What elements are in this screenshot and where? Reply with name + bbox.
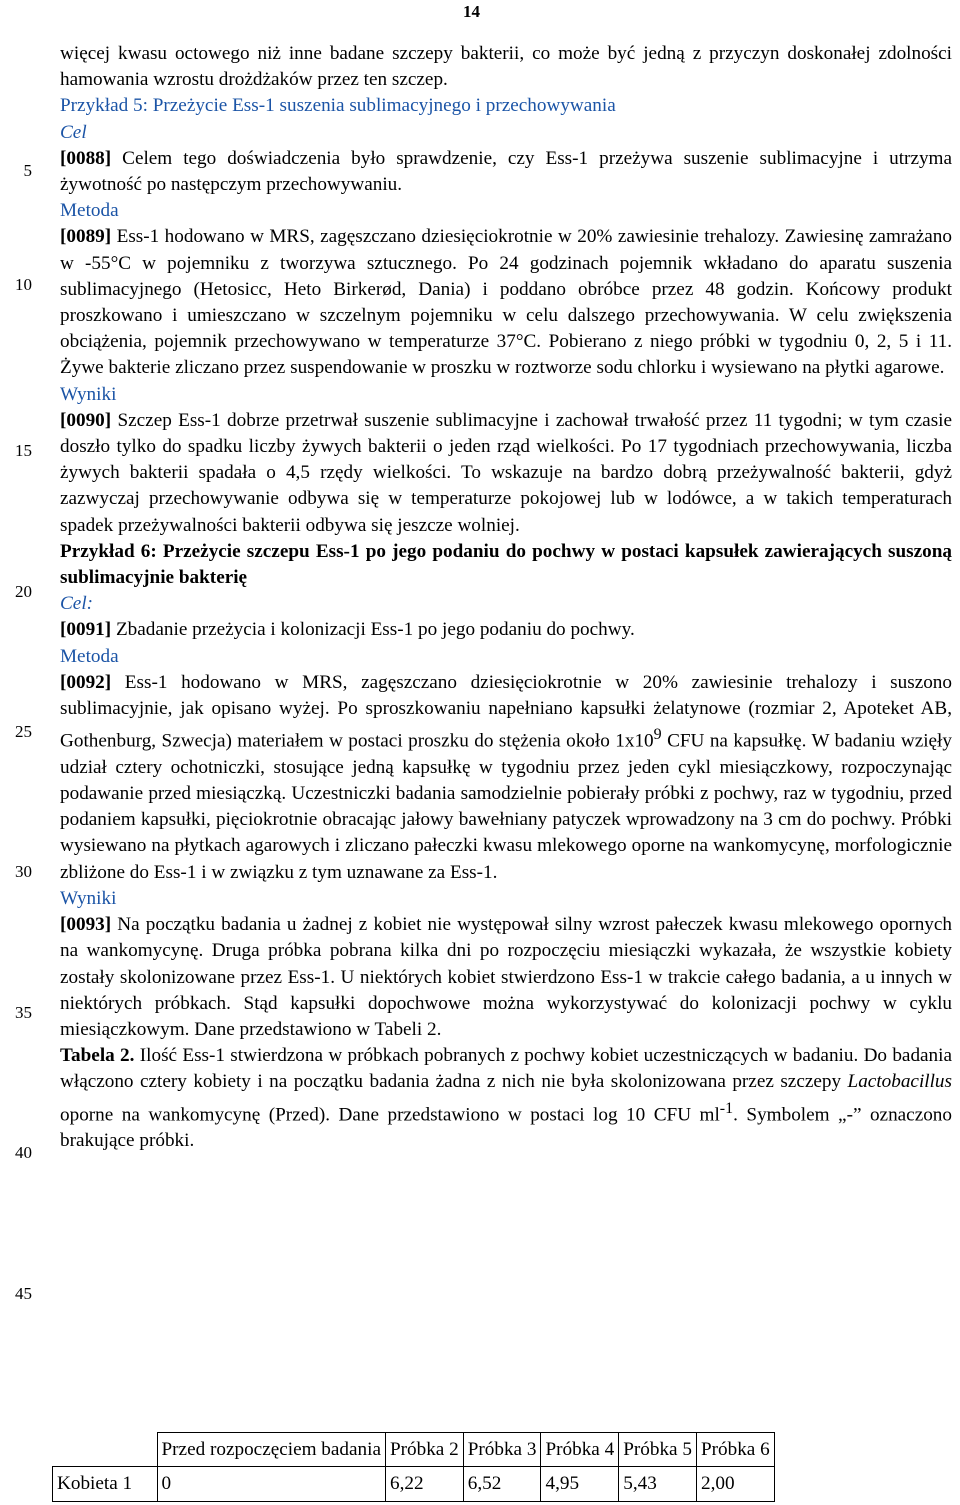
example-5-title: Przykład 5: Przeżycie Ess-1 suszenia sublimacyjnego i przechowywania: [60, 95, 616, 117]
paragraph-0093: [60, 912, 952, 1043]
section-heading-wyniki: Wyniki: [60, 887, 117, 909]
table-header-cell: Próbka 3: [463, 1433, 541, 1467]
paragraph-text: Ess-1 hodowano w MRS, zagęszczano dziesięciokrotnie w 20% zawiesinie trehalozy i suszono sublimacyjnie, jak opisano wyżej. Po sproszkowaniu napełniano kapsułki żelatynowe (rozmiar 2, Apoteket AB, Gothenburg, Szwecja) materiałem w postaci proszku do stężenia około 1x10: [60, 671, 952, 752]
table-caption-label: Tabela 2.: [60, 1045, 135, 1067]
paragraph-id: [0091]: [60, 619, 112, 641]
line-number: 15: [15, 441, 32, 460]
table-cell: 2,00: [696, 1467, 774, 1502]
paragraph-id: [0089]: [60, 226, 112, 248]
page-number: 14: [463, 2, 480, 21]
paragraph-text: Ess-1 hodowano w MRS, zagęszczano dziesięciokrotnie w 20% zawiesinie trehalozy. Zawiesinę zamrażano w -55°C w pojemniku z tworzywa sztucznego. Po 24 godzinach pojemnik wkładano do aparatu suszenia sublimacyjnego (Hetosicc, Heto Birkerød, Dania) i poddano obróbce przez 48 godzin. Końcowy produkt proszkowano i umieszczano w szczelnym pojemniku w celu dalszego przechowywania. W celu zwiększenia obciążenia, pojemnik przechowywano w temperaturze 37°C. Pobierano z niego próbki w tygodniu 0, 2, 5 i 11. Żywe bakterie zliczano przez suspendowanie w proszku w roztworze sodu chlorku i wysiewano na płytki agarowe.: [60, 226, 952, 379]
paragraph-0092: [60, 670, 952, 886]
paragraph-text: Zbadanie przeżycia i kolonizacji Ess-1 po jego podaniu do pochwy.: [115, 619, 635, 641]
table-header-cell: [53, 1433, 158, 1467]
paragraph-text: CFU na kapsułkę. W badaniu wzięły udział cztery ochotniczki, stosujące jedną kapsułkę w tygodniu przez jeden cykl miesiączkowy, rozpoczynając podawanie przed miesiączką. Uczestniczki badania samodzielnie pobierały próbki z pochwy, raz w tygodniu, przed podaniem kapsułki, pięciokrotnie obracając jałowy bawełniany patyczek wprowadzony na 3 cm do pochwy. Próbki wysiewano na płytkach agarowych i zliczano pałeczki kwasu mlekowego oporne na wankomycynę, morfologicznie zbliżone do Ess-1 i w związku z tym uznawane za Ess-1.: [60, 730, 952, 883]
paragraph-id: [0090]: [60, 409, 112, 431]
section-heading-cel: Cel: [60, 121, 87, 143]
table-cell: 0: [157, 1467, 385, 1502]
table-header-cell: Próbka 2: [385, 1433, 463, 1467]
paragraph-text: Celem tego doświadczenia było sprawdzenie, czy Ess-1 przeżywa suszenie sublimacyjne i utrzyma żywotność po następczym przechowywaniu.: [60, 147, 953, 196]
line-number: 40: [15, 1143, 32, 1162]
paragraph-0091: [60, 617, 952, 643]
table-header-cell: Próbka 4: [541, 1433, 619, 1467]
section-heading-cel: Cel:: [60, 593, 94, 615]
superscript: 9: [653, 726, 662, 744]
example-6-title: Przykład 6: Przeżycie szczepu Ess-1 po jego podaniu do pochwy w postaci kapsułek zawierających suszoną sublimacyjnie bakterię: [60, 540, 952, 589]
section-heading-metoda: Metoda: [60, 645, 119, 667]
table-row: [53, 1467, 775, 1502]
table-header-cell: Próbka 6: [696, 1433, 774, 1467]
intro-paragraph: więcej kwasu octowego niż inne badane szczepy bakterii, co może być jedną z przyczyn doskonałej zdolności hamowania wzrostu drożdżaków przez ten szczep.: [60, 43, 952, 91]
table-caption-text: oporne na wankomycynę (Przed). Dane przedstawiono w postaci log 10 CFU ml: [60, 1103, 720, 1125]
table-header-cell: Próbka 5: [619, 1433, 697, 1467]
paragraph-id: [0092]: [60, 671, 112, 693]
table-cell: 6,52: [463, 1467, 541, 1502]
paragraph-text: Szczep Ess-1 dobrze przetrwał suszenie sublimacyjne i zachował trwałość przez 11 tygodni; w tym czasie doszło tylko do spadku liczby żywych bakterii o jeden rząd wielkości. Po 17 tygodniach przechowywania, liczba żywych bakterii spadała o 4,5 rzędy wielkości. To wskazuje na bardzo dobrą przeżywalność bakterii, gdyż zazwyczaj przechowywanie odbywa się w temperaturze pokojowej lub w lodówce, a w takich temperaturach spadek przeżywalności bakterii odbywa się jeszcze wolniej.: [60, 409, 953, 536]
table-caption-italic: Lactobacillus: [847, 1071, 952, 1093]
paragraph-id: [0093]: [60, 914, 112, 936]
paragraph-0090: [60, 408, 952, 539]
line-number: 10: [15, 275, 32, 294]
table-cell: Kobieta 1: [53, 1467, 158, 1502]
paragraph-0088: [60, 146, 952, 198]
line-number: 45: [15, 1284, 32, 1303]
line-number: 30: [15, 862, 32, 881]
paragraph-id: [0088]: [60, 147, 112, 169]
line-number: 25: [15, 722, 32, 741]
paragraph-text: Na początku badania u żadnej z kobiet nie występował silny wzrost pałeczek kwasu mlekowego opornych na wankomycynę. Druga próbka pobrana kilka dni po rozpoczęciu miesiączki wykazała, że wszystkie kobiety zostały skolonizowane przez Ess-1. U niektórych kobiet stwierdzono Ess-1 w trakcie całego badania, a u innych w niektórych próbkach. Stąd kapsułki dopochwowe można wykorzystywać do kolonizacji pochwy w cyklu miesiączkowym. Dane przedstawiono w Tabeli 2.: [60, 914, 953, 1040]
table-caption: [60, 1043, 952, 1154]
table-cell: 5,43: [619, 1467, 697, 1502]
table-caption-text: Ilość Ess-1 stwierdzona w próbkach pobranych z pochwy kobiet uczestniczących w badaniu. Do badania włączono cztery kobiety i na początku badania żadna z nich nie była skolonizowana przez szczepy: [60, 1045, 952, 1093]
line-number: 20: [15, 582, 32, 601]
section-heading-wyniki: Wyniki: [60, 383, 117, 405]
section-heading-metoda: Metoda: [60, 200, 119, 222]
table-header-row: [53, 1433, 775, 1467]
line-number: 5: [23, 161, 32, 180]
data-table: [52, 1432, 775, 1502]
table-header-cell: Przed rozpoczęciem badania: [157, 1433, 385, 1467]
document-body: [60, 41, 952, 1154]
paragraph-0089: [60, 224, 952, 381]
table-cell: 4,95: [541, 1467, 619, 1502]
table-cell: 6,22: [385, 1467, 463, 1502]
line-number: 35: [15, 1003, 32, 1022]
superscript: -1: [719, 1099, 734, 1117]
table-caption-text: . Symbolem „-” oznaczono brakujące próbki.: [60, 1103, 952, 1152]
